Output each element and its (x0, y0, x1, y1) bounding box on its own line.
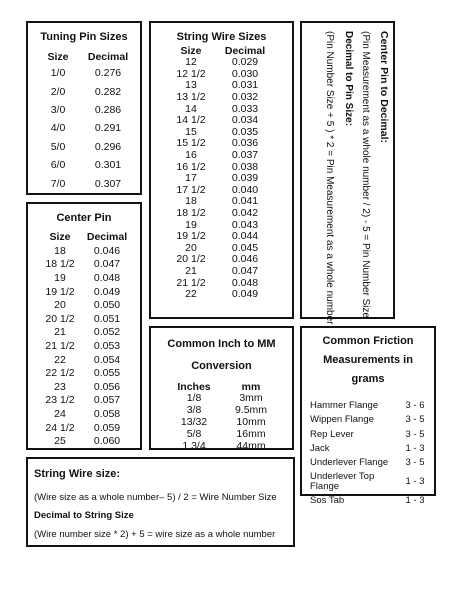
table-cell: 0.048 (231, 276, 259, 289)
table-row (38, 101, 138, 119)
table-cell: 0.038 (231, 160, 259, 173)
friction-title-line1: Common Friction (322, 335, 414, 347)
table-row (310, 413, 428, 427)
table-cell: 9.5mm (234, 404, 268, 417)
column-header: Size (49, 230, 71, 243)
friction-rows (310, 399, 428, 508)
table-cell: 3 - 6 (405, 400, 425, 412)
column-header: Decimal (224, 44, 266, 57)
table-cell: 0.286 (94, 103, 122, 116)
inch-mm-rows (169, 393, 283, 452)
table-row (169, 115, 277, 127)
table-cell: 0.036 (231, 137, 259, 150)
table-cell: 0.276 (94, 67, 122, 80)
table-row (169, 173, 277, 185)
table-row (310, 493, 428, 507)
table-cell: 0.032 (231, 91, 259, 104)
table-cell: 1 - 3 (405, 443, 425, 455)
table-cell: 0.291 (94, 122, 122, 135)
friction-measurements-box (300, 326, 436, 506)
table-row (41, 434, 135, 448)
table-cell: 6/0 (50, 159, 66, 172)
table-row (169, 127, 277, 139)
table-cell: Underlever Flange (310, 457, 389, 469)
table-cell: 0.041 (231, 195, 259, 208)
table-cell: 0.047 (93, 258, 121, 271)
column-header: Decimal (87, 50, 129, 63)
table-row (310, 456, 428, 470)
table-cell: 0.054 (93, 353, 121, 366)
table-cell: 12 (185, 56, 197, 69)
table-cell: 20 1/2 (176, 253, 206, 266)
friction-title-line3: grams (351, 373, 385, 385)
table-row (310, 428, 428, 442)
table-cell: 1 3/4 (182, 439, 206, 452)
table-cell: 5/0 (50, 140, 66, 153)
table-cell: 0.296 (94, 140, 122, 153)
table-cell: 0.057 (93, 394, 121, 407)
table-cell: 14 1/2 (176, 114, 206, 127)
center-pin-box (26, 202, 142, 450)
table-cell: 21 1/2 (176, 276, 206, 289)
table-cell: 14 (185, 102, 197, 115)
table-row (169, 80, 277, 92)
table-cell: 0.029 (231, 56, 259, 69)
table-cell: Rep Lever (310, 428, 354, 440)
table-row (169, 440, 283, 452)
center-pin-decimal-box (300, 21, 395, 325)
decimal-to-pin-subtitle: Decimal to Pin Size: (343, 31, 354, 127)
table-row (169, 428, 283, 440)
table-cell: 22 1/2 (45, 367, 75, 380)
string-wire-title: String Wire Sizes (176, 31, 267, 43)
table-cell: 0.051 (93, 312, 121, 325)
column-header: mm (241, 380, 261, 393)
table-cell: 0.307 (94, 177, 122, 190)
table-cell: 18 (185, 195, 197, 208)
table-cell: 0.033 (231, 102, 259, 115)
table-cell: 0.058 (93, 407, 121, 420)
table-row (310, 470, 428, 493)
table-cell: 18 1/2 (45, 258, 75, 271)
table-row (41, 421, 135, 435)
table-cell: 0.042 (231, 207, 259, 220)
table-cell: 20 1/2 (45, 312, 75, 325)
center-pin-title: Center Pin (56, 212, 112, 224)
table-cell: 3 - 5 (405, 414, 425, 426)
table-row (169, 138, 277, 150)
inch-mm-table (169, 380, 283, 452)
table-cell: 0.301 (94, 159, 122, 172)
center-pin-decimal-title: Center Pin to Decimal: (378, 31, 390, 144)
table-cell: 0.040 (231, 183, 259, 196)
table-cell: 10mm (236, 415, 266, 428)
table-row (310, 442, 428, 456)
table-cell: 0.044 (231, 230, 259, 243)
table-cell: 0.043 (231, 218, 259, 231)
table-cell: 25 (54, 435, 66, 448)
table-cell: 44mm (236, 439, 266, 452)
table-row (169, 243, 277, 255)
table-cell: 19 (54, 271, 66, 284)
table-cell: 18 1/2 (176, 207, 206, 220)
wire-formula-line2: (Wire number size * 2) + 5 = wire size as a whole number (34, 529, 276, 540)
table-cell: 4/0 (50, 122, 66, 135)
table-cell: 0.282 (94, 85, 122, 98)
table-cell: 17 1/2 (176, 183, 206, 196)
table-cell: 0.053 (93, 339, 121, 352)
tuning-pin-title: Tuning Pin Sizes (40, 31, 128, 43)
table-cell: 0.059 (93, 421, 121, 434)
tuning-pin-sizes-box (26, 21, 142, 195)
table-cell: 24 1/2 (45, 421, 75, 434)
table-cell: 0.046 (231, 253, 259, 266)
table-row (169, 417, 283, 429)
table-row (38, 82, 138, 100)
table-cell: 20 (185, 241, 197, 254)
table-cell: 3/8 (186, 404, 202, 417)
decimal-to-pin-formula: (Pin Number Size + 5 ) * 2 = Pin Measurement as a whole number (324, 31, 335, 325)
table-row (310, 399, 428, 413)
table-cell: 21 (54, 326, 66, 339)
table-cell: 1 - 3 (405, 494, 425, 506)
table-row (169, 266, 277, 278)
table-cell: 0.039 (231, 172, 259, 185)
table-cell: 20 (54, 299, 66, 312)
table-cell: 23 (54, 380, 66, 393)
table-cell: 22 (54, 353, 66, 366)
table-row (169, 393, 283, 405)
table-row (169, 219, 277, 231)
table-cell: 3 - 5 (405, 428, 425, 440)
table-cell: 3/0 (50, 103, 66, 116)
table-cell: 19 1/2 (176, 230, 206, 243)
string-wire-sizes-box (149, 21, 294, 319)
inch-mm-title-line1: Common Inch to MM (167, 338, 276, 350)
table-cell: 23 1/2 (45, 394, 75, 407)
inch-to-mm-box (149, 326, 294, 450)
table-row (38, 138, 138, 156)
table-cell: 0.047 (231, 264, 259, 277)
table-cell: 0.049 (231, 288, 259, 301)
wire-formula-title: String Wire size: (34, 468, 121, 480)
table-cell: 21 1/2 (45, 339, 75, 352)
table-row (169, 161, 277, 173)
table-cell: 15 1/2 (176, 137, 206, 150)
table-cell: 19 (185, 218, 197, 231)
table-cell: 0.052 (93, 326, 121, 339)
table-cell: Hammer Flange (310, 400, 379, 412)
table-cell: 0.050 (93, 299, 121, 312)
center-pin-rows (41, 244, 135, 448)
table-cell: 12 1/2 (176, 67, 206, 80)
table-cell: 0.034 (231, 114, 259, 127)
table-row (169, 254, 277, 266)
table-row (169, 92, 277, 104)
table-row (169, 289, 277, 301)
string-wire-table (169, 44, 277, 300)
table-cell: 0.037 (231, 149, 259, 162)
table-row (41, 326, 135, 340)
table-cell: 13 (185, 79, 197, 92)
table-cell: 17 (185, 172, 197, 185)
table-row (41, 244, 135, 258)
tuning-pin-rows (38, 64, 138, 193)
wire-formula-line1: (Wire size as a whole number– 5) / 2 = Wire Number Size (34, 492, 277, 503)
table-row (41, 312, 135, 326)
table-cell: 3mm (239, 392, 263, 405)
table-cell: 15 (185, 125, 197, 138)
table-cell: 3 - 5 (405, 457, 425, 469)
table-cell: Wippen Flange (310, 414, 374, 426)
wire-formula-subtitle: Decimal to String Size (34, 510, 134, 521)
column-header: Decimal (86, 230, 128, 243)
table-row (169, 150, 277, 162)
table-row (41, 380, 135, 394)
table-cell: 2/0 (50, 85, 66, 98)
center-pin-table (41, 229, 135, 448)
table-cell: 16 (185, 149, 197, 162)
table-cell: 19 1/2 (45, 285, 75, 298)
table-row (169, 231, 277, 243)
table-cell: 13 1/2 (176, 91, 206, 104)
column-header: Size (47, 50, 69, 63)
table-row (41, 366, 135, 380)
table-row (41, 353, 135, 367)
table-cell: 24 (54, 407, 66, 420)
table-cell: 1/0 (50, 67, 66, 80)
table-cell: Underlever Top Flange (310, 470, 375, 492)
table-row (38, 174, 138, 192)
table-cell: Jack (310, 443, 330, 455)
table-row (169, 57, 277, 69)
rotated-text-block (323, 31, 390, 325)
table-cell: 0.056 (93, 380, 121, 393)
table-cell: 1/8 (186, 392, 202, 405)
center-pin-decimal-formula: (Pin Measurement as a whole number / 2) - 5 = Pin Number Size (360, 31, 371, 319)
table-cell: 1 - 3 (405, 475, 425, 487)
table-row (169, 69, 277, 81)
table-row (41, 258, 135, 272)
tuning-pin-table (38, 49, 138, 193)
wire-size-formula-box (26, 457, 295, 547)
table-row (169, 185, 277, 197)
table-cell: 0.049 (93, 285, 121, 298)
column-header: Inches (177, 380, 211, 393)
table-row (169, 208, 277, 220)
inch-mm-title-line2: Conversion (191, 360, 252, 372)
friction-table (310, 399, 428, 508)
table-row (169, 196, 277, 208)
table-cell: 0.048 (93, 271, 121, 284)
table-row (41, 271, 135, 285)
table-cell: 0.031 (231, 79, 259, 92)
table-cell: 16mm (236, 427, 266, 440)
table-cell: 21 (185, 264, 197, 277)
table-row (169, 405, 283, 417)
table-cell: 0.030 (231, 67, 259, 80)
table-row (38, 156, 138, 174)
string-wire-rows (169, 57, 277, 300)
table-row (41, 339, 135, 353)
table-row (41, 298, 135, 312)
table-cell: 0.046 (93, 244, 121, 257)
table-cell: 7/0 (50, 177, 66, 190)
friction-title-line2: Measurements in (323, 354, 413, 366)
table-cell: 0.035 (231, 125, 259, 138)
table-cell: 22 (185, 288, 197, 301)
table-cell: 5/8 (186, 427, 202, 440)
table-cell: 16 1/2 (176, 160, 206, 173)
table-cell: 13/32 (180, 415, 208, 428)
table-cell: Sos Tab (310, 494, 345, 506)
table-row (38, 64, 138, 82)
table-row (169, 277, 277, 289)
table-cell: 0.055 (93, 367, 121, 380)
table-row (41, 407, 135, 421)
table-row (169, 103, 277, 115)
table-cell: 18 (54, 244, 66, 257)
table-cell: 0.060 (93, 435, 121, 448)
column-header: Size (180, 44, 202, 57)
table-row (41, 394, 135, 408)
table-row (41, 285, 135, 299)
table-row (38, 119, 138, 137)
table-cell: 0.045 (231, 241, 259, 254)
